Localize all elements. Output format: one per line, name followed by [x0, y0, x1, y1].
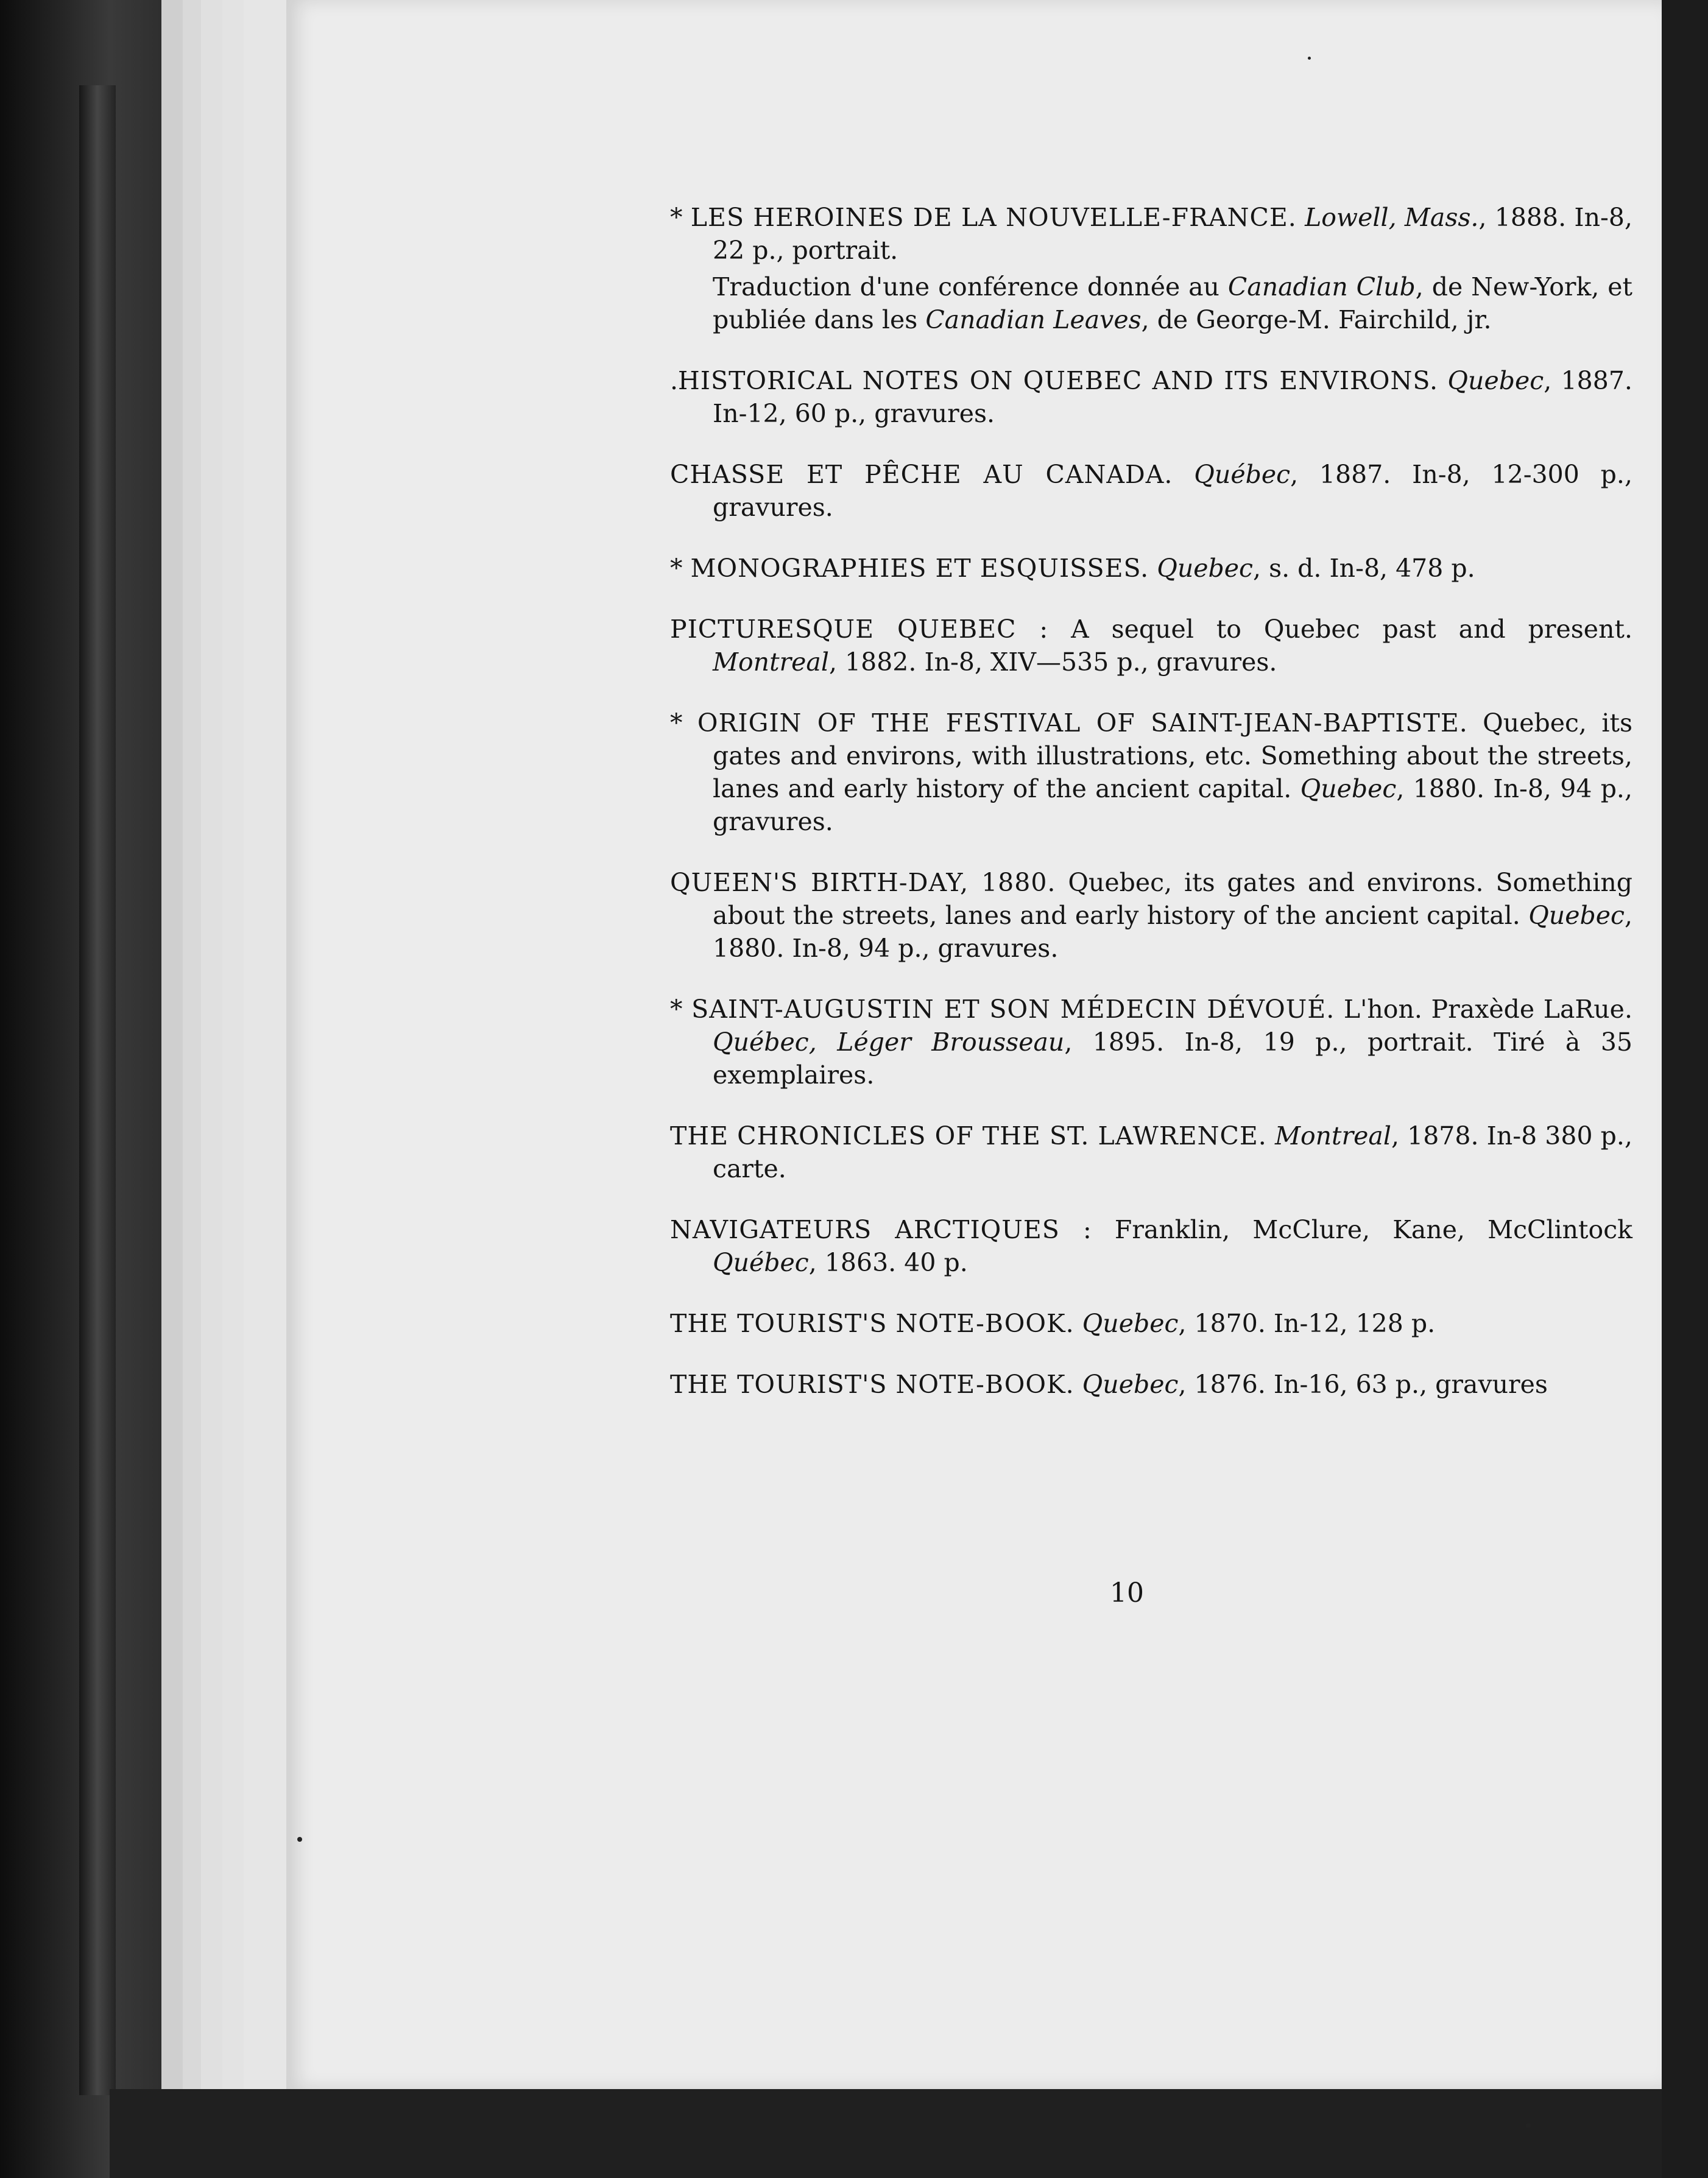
entry-title: THE TOURIST'S NOTE-BOOK.	[670, 1370, 1075, 1399]
entry-subtitle: A sequel to Quebec past and present.	[1048, 615, 1632, 644]
entry-details: , 1863. 40 p.	[808, 1248, 968, 1277]
note-text: , de New-York, et publiée dans les	[713, 272, 1633, 334]
entry-place: Québec, Léger Brousseau	[713, 1027, 1065, 1057]
bibliography-entry	[670, 1307, 1632, 1340]
entry-marker: *	[670, 995, 683, 1024]
entry-title: HISTORICAL NOTES ON QUEBEC AND ITS ENVIRONS.	[678, 366, 1439, 395]
entry-title: QUEEN'S BIRTH-DAY, 1880.	[670, 868, 1056, 897]
note-italic: Canadian Leaves	[925, 305, 1142, 334]
entry-details: , 1895. In-8, 19 p., portrait. Tiré à 35 exemplaires.	[713, 1027, 1632, 1090]
entry-marker: *	[670, 708, 683, 738]
entry-details: , 1880. In-8, 94 p., gravures.	[713, 901, 1632, 963]
entry-marker: *	[670, 554, 683, 583]
note-text: , de George-M. Fairchild, jr.	[1141, 305, 1492, 334]
entry-place: Quebec	[1300, 774, 1397, 803]
entry-details: , 1887. In-8, 12-300 p., gravures.	[713, 460, 1632, 522]
background-bottom	[110, 2089, 1708, 2178]
entry-title: CHASSE ET PÊCHE AU CANADA.	[670, 460, 1173, 489]
entry-place: Quebec	[1447, 366, 1544, 395]
entry-subtitle: L'hon. Praxède LaRue.	[1335, 995, 1632, 1024]
bibliography-entry	[670, 201, 1632, 336]
ink-speck	[1526, 2123, 1531, 2128]
bibliography-entry	[670, 613, 1632, 678]
entry-details: , 1882. In-8, XIV—535 p., gravures.	[828, 647, 1277, 677]
bibliography-entry	[670, 866, 1632, 965]
entry-details: , 1888. In-8, 22 p., portrait.	[713, 203, 1632, 265]
entry-place: Québec	[713, 1248, 809, 1277]
bibliography-entry	[670, 993, 1632, 1091]
entry-title: THE CHRONICLES OF THE ST. LAWRENCE.	[670, 1121, 1267, 1151]
entry-place: Quebec	[1082, 1309, 1179, 1338]
entry-details: , 1880. In-8, 94 p., gravures.	[713, 774, 1632, 836]
entry-details: , 1876. In-16, 63 p., gravures	[1178, 1370, 1548, 1399]
entry-title: MONOGRAPHIES ET ESQUISSES.	[690, 554, 1149, 583]
entry-place: Québec	[1194, 460, 1291, 489]
entry-marker: .	[670, 366, 679, 395]
entry-details: , 1870. In-12, 128 p.	[1178, 1309, 1436, 1338]
bibliography-entry	[670, 1119, 1632, 1185]
entry-title: SAINT-AUGUSTIN ET SON MÉDECIN DÉVOUÉ.	[691, 995, 1335, 1024]
bibliography-entry	[670, 458, 1632, 524]
entry-note	[713, 270, 1632, 336]
entry-title: LES HEROINES DE LA NOUVELLE-FRANCE.	[690, 203, 1297, 232]
entry-subtitle: Quebec, its gates and environs, with illustrations, etc. Something about the streets, lanes and early history of the ancient capital.	[713, 708, 1632, 803]
entry-title: NAVIGATEURS ARCTIQUES :	[670, 1215, 1092, 1244]
entry-title: THE TOURIST'S NOTE-BOOK.	[670, 1309, 1075, 1338]
entry-details: , 1878. In-8 380 p., carte.	[713, 1121, 1632, 1183]
bibliography-entry	[670, 1368, 1632, 1401]
note-italic: Canadian Club	[1227, 272, 1416, 301]
entry-place: Quebec	[1528, 901, 1625, 930]
bibliography-list	[670, 201, 1632, 1429]
entry-place: Quebec	[1157, 554, 1253, 583]
entry-place: Montreal	[713, 647, 829, 677]
entry-subtitle: Quebec, its gates and environs. Something about the streets, lanes and early history of the ancient capital.	[713, 868, 1632, 930]
entry-details: , 1887. In-12, 60 p., gravures.	[713, 366, 1632, 428]
entry-marker: *	[670, 203, 683, 232]
binding-edge	[79, 85, 116, 2095]
entry-place: Lowell, Mass.	[1305, 203, 1479, 232]
entry-place: Montreal	[1274, 1121, 1391, 1151]
bibliography-entry	[670, 707, 1632, 838]
entry-title: PICTURESQUE QUEBEC :	[670, 615, 1049, 644]
note-text: Traduction d'une conférence donnée au	[713, 272, 1228, 301]
entry-details: , s. d. In-8, 478 p.	[1253, 554, 1475, 583]
background-right	[1662, 0, 1708, 2178]
ink-speck	[297, 1837, 302, 1842]
bibliography-entry	[670, 552, 1632, 585]
ink-speck	[1308, 57, 1311, 60]
page-number: 10	[1110, 1577, 1144, 1609]
entry-subtitle: Franklin, McClure, Kane, McClintock	[1092, 1215, 1633, 1244]
bibliography-entry	[670, 364, 1632, 430]
entry-place: Quebec	[1082, 1370, 1179, 1399]
entry-title: ORIGIN OF THE FESTIVAL OF SAINT-JEAN-BAPTISTE.	[697, 708, 1468, 738]
bibliography-entry	[670, 1213, 1632, 1279]
